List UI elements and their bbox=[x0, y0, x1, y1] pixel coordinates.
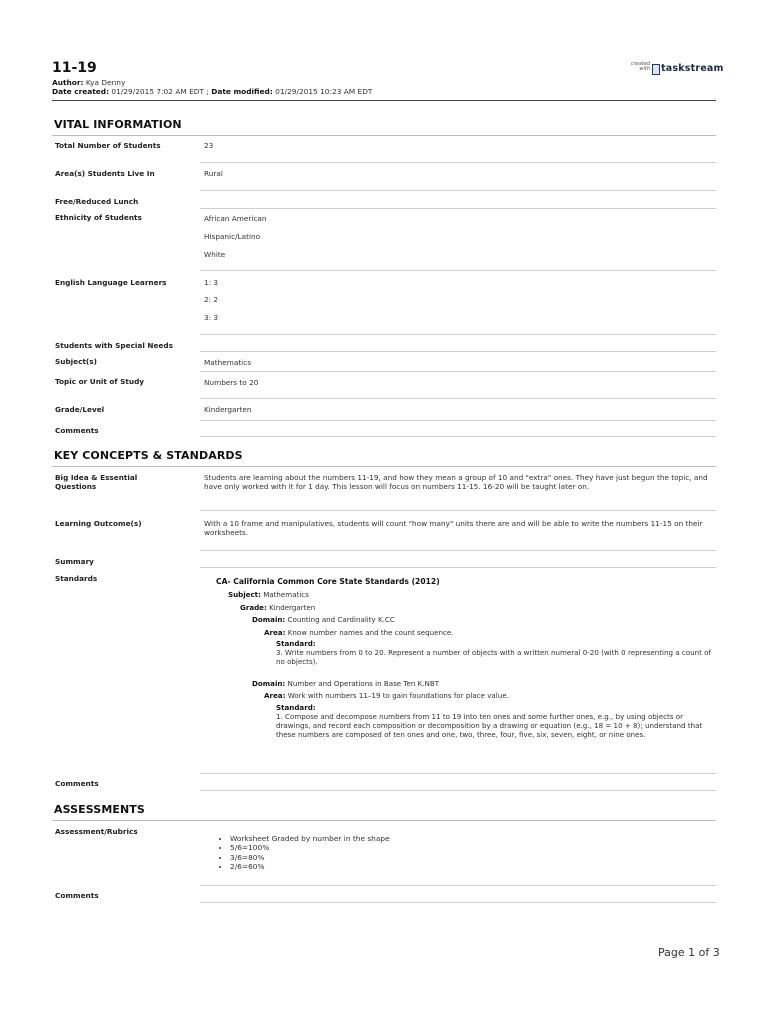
logo-prefix bbox=[624, 62, 650, 72]
section-divider bbox=[52, 135, 716, 136]
standard-subject-label: Subject: bbox=[228, 590, 261, 599]
section-heading-vital: VITAL INFORMATION bbox=[54, 118, 182, 131]
logo-prefix-line1: created bbox=[630, 61, 650, 67]
field-divider bbox=[200, 550, 716, 551]
field-label-summary: Summary bbox=[55, 557, 94, 566]
logo-prefix-line2: with bbox=[639, 66, 650, 72]
field-label-special-needs: Students with Special Needs bbox=[55, 341, 173, 350]
field-divider bbox=[200, 351, 716, 352]
field-label-standards: Standards bbox=[55, 574, 98, 583]
standard-item-label: Standard: bbox=[276, 639, 316, 648]
standard-grade bbox=[240, 603, 315, 612]
standard-grade-label: Grade: bbox=[240, 603, 267, 612]
author-line bbox=[52, 78, 125, 87]
field-value-area: Rural bbox=[204, 169, 223, 178]
field-divider bbox=[200, 270, 716, 271]
list-item: • 3/6=80% bbox=[230, 853, 390, 862]
field-label-ethnicity: Ethnicity of Students bbox=[55, 213, 142, 222]
standard-subject-value: Mathematics bbox=[263, 590, 309, 599]
list-item: • 2/6=60% bbox=[230, 862, 390, 871]
field-divider bbox=[200, 398, 716, 399]
standard-domain-label: Domain: bbox=[252, 615, 286, 624]
field-divider bbox=[200, 510, 716, 511]
field-divider bbox=[200, 902, 716, 903]
standard-item bbox=[276, 639, 716, 666]
standard-set-title: CA- California Common Core State Standards (2012) bbox=[216, 577, 440, 586]
field-value-learning-outcome: With a 10 frame and manipulatives, students will count "how many" units there are and will be able to write the numbers 11-15 on their worksheets. bbox=[204, 519, 703, 538]
field-label-comments: Comments bbox=[55, 891, 99, 900]
list-item: • 5/6=100% bbox=[230, 843, 390, 852]
field-label-grade: Grade/Level bbox=[55, 405, 105, 414]
dates-separator: ; bbox=[206, 87, 209, 96]
logo-mark-icon bbox=[652, 64, 660, 75]
list-item: • Worksheet Graded by number in the shape bbox=[230, 834, 390, 843]
field-label-big-idea: Big Idea & Essential Questions bbox=[55, 473, 138, 491]
field-label-assessment-rubrics: Assessment/Rubrics bbox=[55, 827, 138, 836]
field-label-topic: Topic or Unit of Study bbox=[55, 377, 145, 386]
field-label-total-students: Total Number of Students bbox=[55, 141, 161, 150]
section-heading-key-concepts: KEY CONCEPTS & STANDARDS bbox=[54, 449, 243, 462]
list-item: Hispanic/Latino bbox=[204, 232, 261, 241]
field-divider bbox=[200, 208, 716, 209]
field-divider bbox=[200, 773, 716, 774]
standard-area-value: Work with numbers 11–19 to gain foundations for place value. bbox=[287, 691, 509, 700]
standard-domain-label: Domain: bbox=[252, 679, 286, 688]
standard-area bbox=[264, 691, 509, 700]
field-label-area: Area(s) Students Live In bbox=[55, 169, 155, 178]
modified-label: Date modified: bbox=[211, 87, 273, 96]
field-label-comments: Comments bbox=[55, 426, 99, 435]
section-heading-assessments: ASSESSMENTS bbox=[54, 803, 145, 816]
assessment-list bbox=[214, 834, 390, 872]
header-divider bbox=[52, 100, 716, 101]
field-label-comments: Comments bbox=[55, 779, 99, 788]
page-number: Page 1 of 3 bbox=[658, 946, 720, 959]
field-label-learning-outcome: Learning Outcome(s) bbox=[55, 519, 142, 528]
list-item: 2: 2 bbox=[204, 295, 219, 304]
list-item: 3: 3 bbox=[204, 313, 219, 322]
field-value-topic: Numbers to 20 bbox=[204, 378, 259, 387]
list-item: 1: 3 bbox=[204, 278, 219, 287]
field-value-big-idea: Students are learning about the numbers 11-19, and how they mean a group of 10 and "extra" ones. They have just begun the topic, and have only worked with it for 1 day. This lesson will focus on numbers 11-15. 16-20 will be taught later on. bbox=[204, 473, 708, 492]
field-divider bbox=[200, 567, 716, 568]
standard-domain-value: Counting and Cardinality K.CC bbox=[287, 615, 395, 624]
modified-date: 01/29/2015 10:23 AM EDT bbox=[275, 87, 373, 96]
field-value-subject: Mathematics bbox=[204, 358, 252, 367]
field-divider bbox=[200, 436, 716, 437]
author-label: Author: bbox=[52, 78, 84, 87]
standard-domain-value: Number and Operations in Base Ten K.NBT bbox=[287, 679, 440, 688]
taskstream-logo bbox=[624, 61, 724, 76]
section-divider bbox=[52, 820, 716, 821]
field-divider bbox=[200, 190, 716, 191]
field-divider bbox=[200, 334, 716, 335]
created-label: Date created: bbox=[52, 87, 110, 96]
standard-area-label: Area: bbox=[264, 691, 286, 700]
logo-name: taskstream bbox=[661, 63, 724, 74]
author-name: Kya Denny bbox=[85, 78, 126, 87]
field-divider bbox=[200, 790, 716, 791]
standard-item-text: 1. Compose and decompose numbers from 11 to 19 into ten ones and some further ones, e.g., by using objects or drawings, and record each composition or decomposition by a drawing or equation (e.g., 18 = 10 + 8); understand that these numbers are composed of ten ones and one, two, three, four, five, six, seven, eight, or nine ones. bbox=[276, 712, 703, 739]
field-value-grade: Kindergarten bbox=[204, 405, 252, 414]
list-item: White bbox=[204, 250, 226, 259]
document-title: 11-19 bbox=[52, 60, 97, 76]
field-label-ell: English Language Learners bbox=[55, 278, 167, 287]
field-value-total-students: 23 bbox=[204, 141, 214, 150]
standard-domain bbox=[252, 679, 439, 688]
standard-item bbox=[276, 703, 716, 739]
dates-line bbox=[52, 87, 372, 96]
created-date: 01/29/2015 7:02 AM EDT bbox=[111, 87, 204, 96]
section-divider bbox=[52, 466, 716, 467]
field-divider bbox=[200, 162, 716, 163]
standard-area-label: Area: bbox=[264, 628, 286, 637]
standard-subject bbox=[228, 590, 309, 599]
field-label-lunch: Free/Reduced Lunch bbox=[55, 197, 139, 206]
field-divider bbox=[200, 371, 716, 372]
field-divider bbox=[200, 885, 716, 886]
field-divider bbox=[200, 420, 716, 421]
standard-domain bbox=[252, 615, 395, 624]
field-label-subject: Subject(s) bbox=[55, 357, 97, 366]
standard-area-value: Know number names and the count sequence. bbox=[287, 628, 454, 637]
standard-item-text: 3. Write numbers from 0 to 20. Represent a number of objects with a written numeral 0-20 (with 0 representing a count of no objects). bbox=[276, 648, 711, 666]
standard-area bbox=[264, 628, 453, 637]
standard-item-label: Standard: bbox=[276, 703, 316, 712]
list-item: African American bbox=[204, 214, 267, 223]
standard-grade-value: Kindergarten bbox=[269, 603, 316, 612]
